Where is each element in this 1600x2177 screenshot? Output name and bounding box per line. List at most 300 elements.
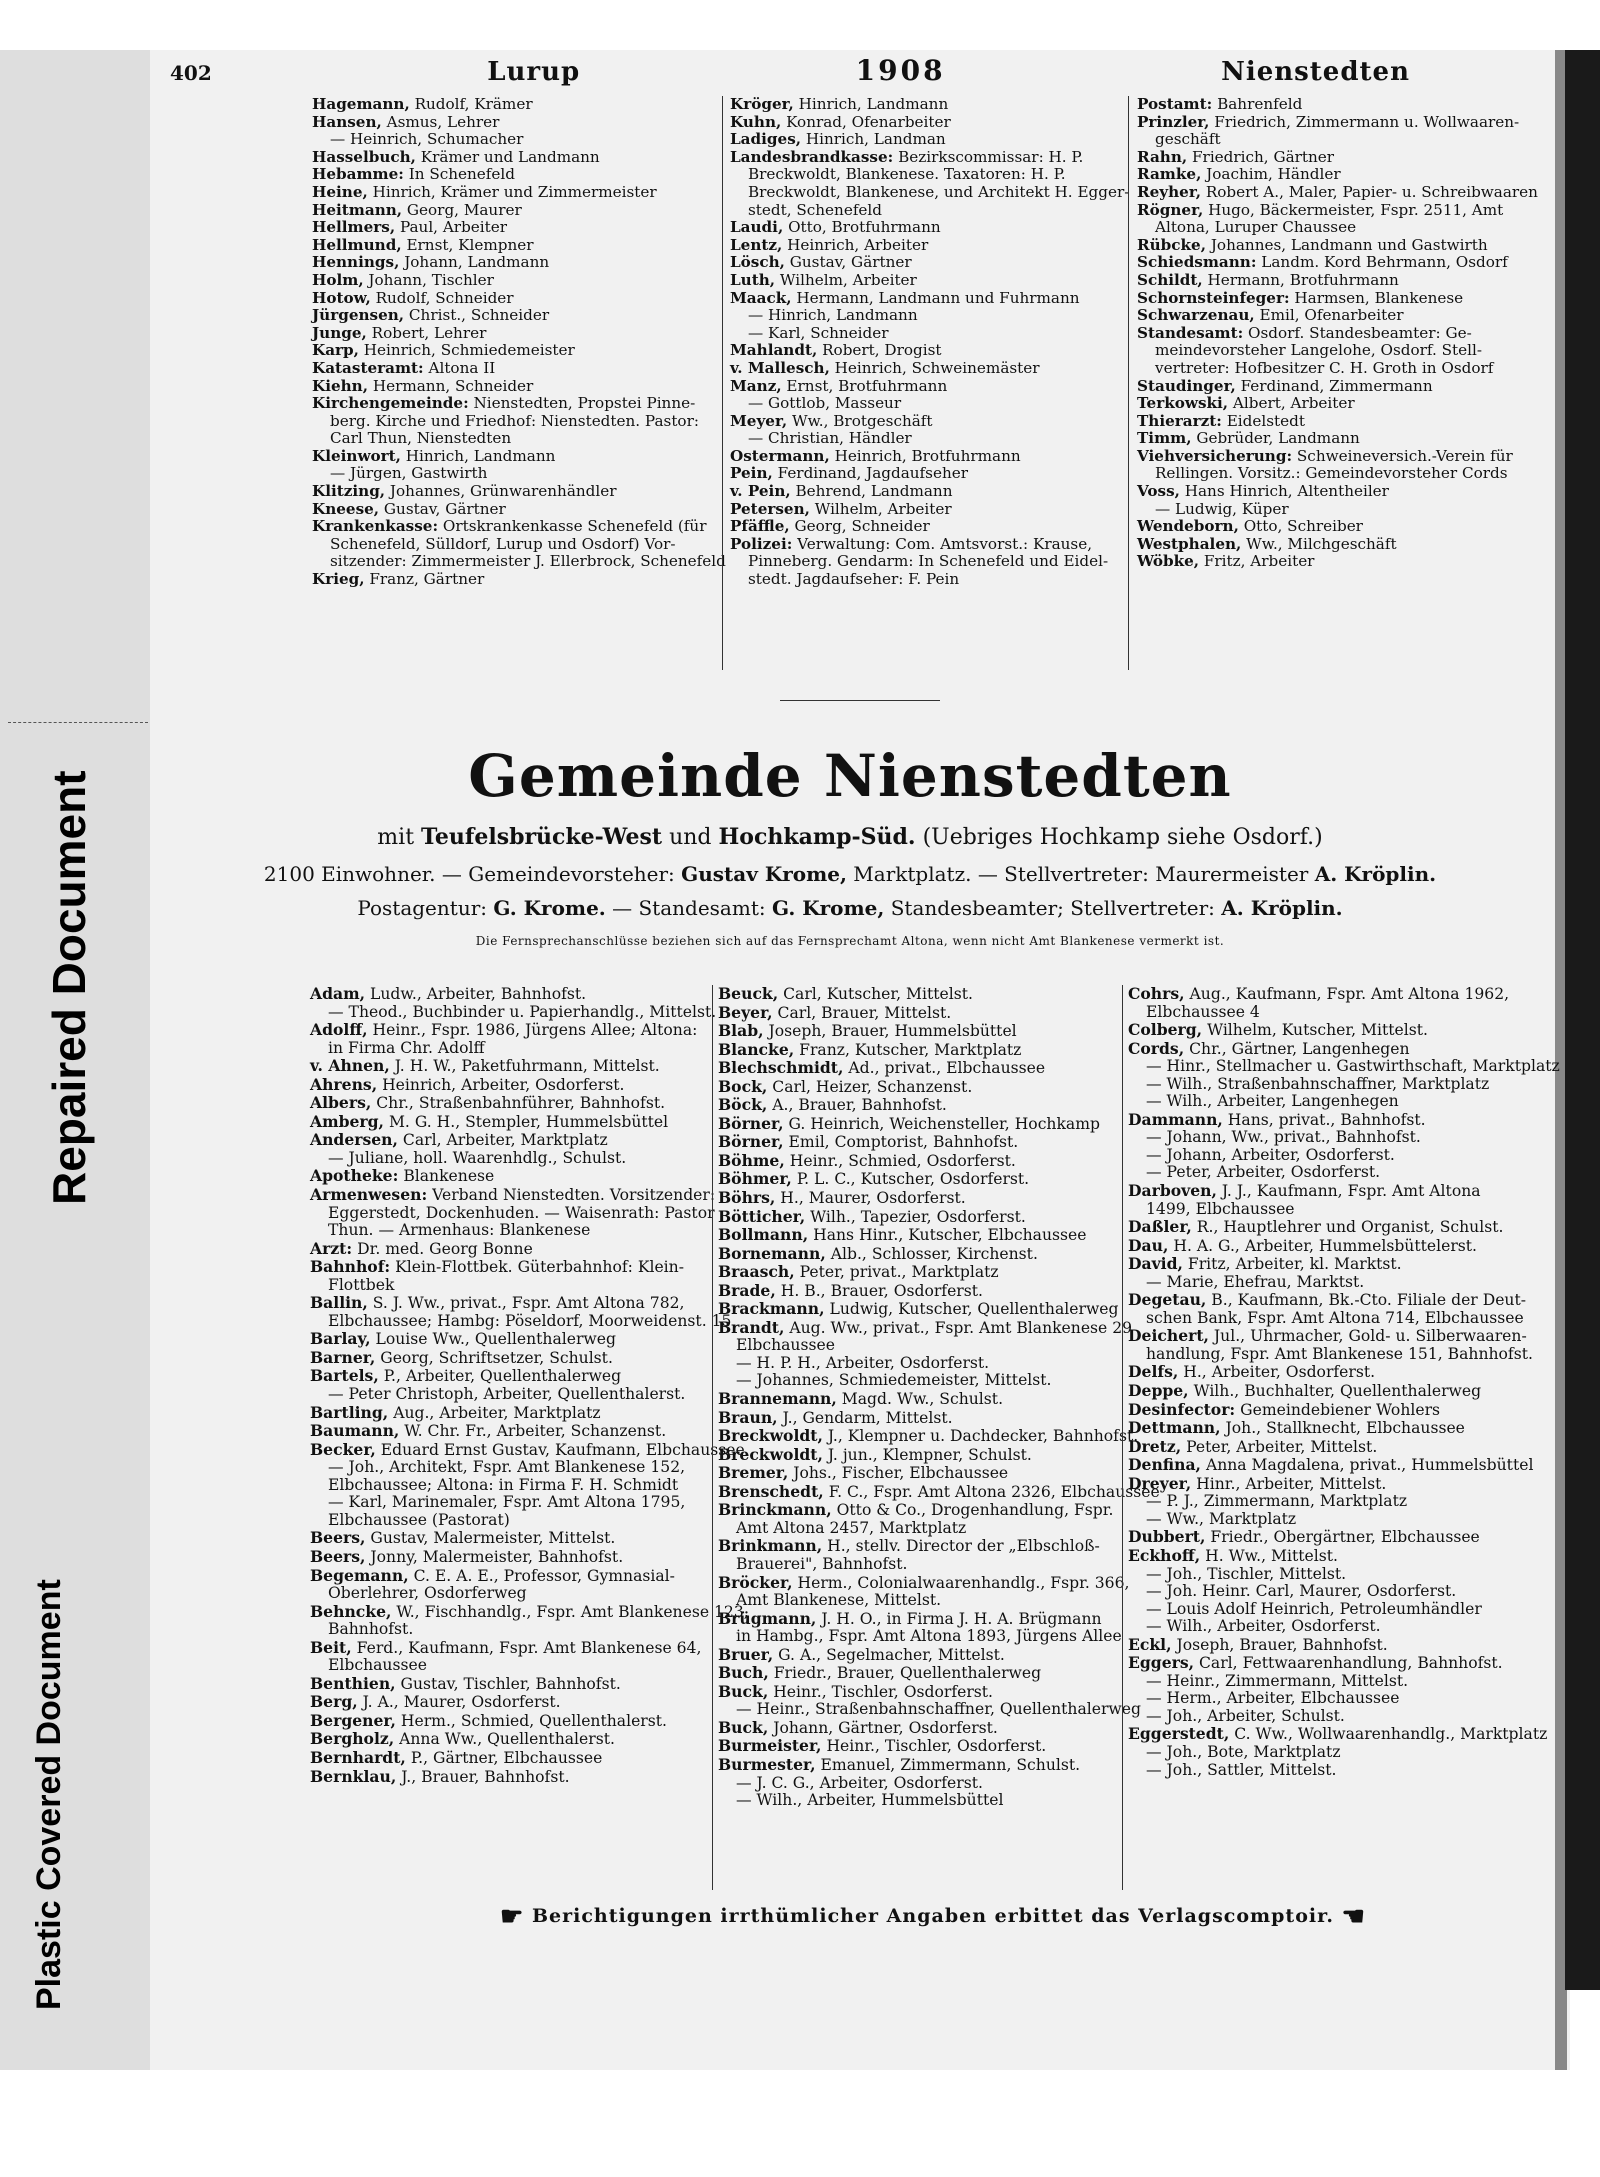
- intro-text: (Uebriges Hochkamp siehe Osdorf.): [915, 825, 1323, 850]
- entry-text: Georg, Schneider: [789, 517, 930, 536]
- entry-text: Hermann, Schneider: [368, 376, 534, 395]
- entry-name: Jürgensen,: [312, 306, 405, 325]
- directory-entry: [312, 430, 717, 448]
- entry-text: Altona, Luruper Chaussee: [1155, 218, 1357, 237]
- entry-name: Bötticher,: [718, 1206, 806, 1226]
- entry-text: Schenefeld, Sülldorf, Lurup und Osdorf) Vor-: [330, 534, 676, 553]
- entry-name: Eckhoff,: [1128, 1545, 1201, 1565]
- entry-text: — P. J., Zimmermann, Marktplatz: [1146, 1492, 1408, 1511]
- directory-entry: [730, 325, 1122, 343]
- entry-text: Amt Blankenese, Mittelst.: [736, 1591, 942, 1610]
- top-column-1: [312, 95, 726, 589]
- directory-entry: [730, 378, 1122, 396]
- entry-name: Bollmann,: [718, 1225, 809, 1245]
- entry-name: Cords,: [1128, 1038, 1185, 1058]
- directory-entry: [730, 430, 1122, 448]
- entry-text: Robert, Lehrer: [366, 323, 487, 342]
- entry-name: Apotheke:: [310, 1166, 399, 1186]
- directory-entry: [718, 1646, 1123, 1665]
- entry-text: Hermann, Landmann und Fuhrmann: [791, 288, 1080, 307]
- entry-text: — Gottlob, Masseur: [748, 394, 902, 413]
- directory-entry: [312, 131, 717, 149]
- directory-entry: [1137, 149, 1537, 167]
- entry-text: Elbchaussee: [736, 1336, 835, 1355]
- entry-text: in Hambg., Fspr. Amt Altona 1893, Jürgens Allee: [736, 1627, 1122, 1646]
- entry-name: Schiedsmann:: [1137, 253, 1257, 272]
- entry-text: R., Hauptlehrer und Organist, Schulst.: [1191, 1218, 1504, 1237]
- entry-name: Dau,: [1128, 1235, 1169, 1255]
- entry-name: Buck,: [718, 1717, 769, 1737]
- entry-text: J., Brauer, Bahnhofst.: [396, 1767, 570, 1786]
- entry-name: Deppe,: [1128, 1381, 1189, 1401]
- top-column-3: [1137, 96, 1537, 571]
- entry-name: Rögner,: [1137, 200, 1204, 219]
- directory-entry: [310, 1675, 715, 1694]
- directory-entry: [310, 1294, 715, 1313]
- entry-text: Peter, privat., Marktplatz: [794, 1263, 999, 1282]
- entry-text: — Wilh., Arbeiter, Hummelsbüttel: [736, 1791, 1004, 1810]
- directory-entry: [310, 985, 715, 1004]
- entry-text: Johs., Fischer, Elbchaussee: [788, 1464, 1009, 1483]
- entry-name: Brügmann,: [718, 1608, 817, 1628]
- directory-entry: [730, 96, 1122, 114]
- entry-name: Dretz,: [1128, 1436, 1182, 1456]
- entry-text: 1499, Elbchaussee: [1146, 1199, 1295, 1218]
- entry-text: — Karl, Marinemaler, Fspr. Amt Altona 1795,: [328, 1493, 686, 1512]
- intro-text: — Standesamt:: [605, 896, 772, 920]
- entry-text: Carl, Brauer, Mittelst.: [772, 1003, 952, 1022]
- entry-text: Elbchaussee (Pastorat): [328, 1510, 510, 1529]
- directory-entry: [312, 184, 717, 202]
- directory-entry: [1128, 1201, 1540, 1219]
- directory-entry: [718, 1409, 1123, 1428]
- entry-text: Asmus, Lehrer: [381, 112, 500, 131]
- directory-entry: [1128, 1401, 1540, 1420]
- entry-name: Laudi,: [730, 218, 784, 237]
- entry-name: Braun,: [718, 1407, 778, 1427]
- directory-entry: [1137, 202, 1537, 220]
- footer-note: [500, 1902, 1366, 1932]
- directory-entry: [310, 1749, 715, 1768]
- entry-text: — Wilh., Arbeiter, Osdorferst.: [1146, 1617, 1381, 1636]
- entry-name: Ballin,: [310, 1293, 368, 1313]
- entry-text: in Firma Chr. Adolff: [328, 1038, 485, 1057]
- entry-text: Wilhelm, Arbeiter: [775, 270, 917, 289]
- entry-text: Johannes, Grünwarenhändler: [385, 482, 617, 501]
- entry-text: Albert, Arbeiter: [1228, 394, 1355, 413]
- directory-entry: [1128, 1004, 1540, 1022]
- entry-name: Begemann,: [310, 1565, 409, 1585]
- directory-entry: [312, 342, 717, 360]
- entry-name: Dubbert,: [1128, 1527, 1206, 1547]
- directory-entry: [730, 448, 1122, 466]
- strip-divider: [8, 722, 148, 723]
- directory-entry: [310, 1657, 715, 1675]
- entry-text: Ferd., Kaufmann, Fspr. Amt Blankenese 64,: [351, 1638, 702, 1657]
- person-name: A. Kröplin.: [1221, 896, 1343, 920]
- entry-name: Bahnhof:: [310, 1257, 391, 1277]
- entry-text: — Johann, Ww., privat., Bahnhofst.: [1146, 1128, 1421, 1147]
- entry-name: Heitmann,: [312, 200, 403, 219]
- directory-entry: [730, 360, 1122, 378]
- directory-entry: [718, 1390, 1123, 1409]
- directory-entry: [730, 395, 1122, 413]
- entry-text: J., Klempner u. Dachdecker, Bahnhofst.: [822, 1427, 1139, 1446]
- directory-entry: [730, 536, 1122, 554]
- entry-text: Jonny, Malermeister, Bahnhofst.: [365, 1547, 624, 1566]
- repaired-document-label: Repaired Document: [43, 770, 95, 1205]
- entry-name: Beuck,: [718, 984, 779, 1003]
- entry-text: Ad., privat., Elbchaussee: [843, 1059, 1046, 1078]
- directory-entry: [310, 1004, 715, 1022]
- entry-name: Breckwoldt,: [718, 1426, 823, 1446]
- entry-text: Bahnhofst.: [328, 1620, 414, 1639]
- directory-entry: [310, 1222, 715, 1240]
- directory-entry: [1128, 1475, 1540, 1494]
- directory-entry: [1137, 448, 1537, 466]
- entry-text: Ferdinand, Jagdaufseher: [772, 464, 968, 483]
- entry-text: Carl, Fettwaarenhandlung, Bahnhofst.: [1194, 1654, 1503, 1673]
- entry-text: P., Gärtner, Elbchaussee: [405, 1748, 603, 1767]
- directory-entry: [1128, 1438, 1540, 1457]
- directory-entry: [1128, 1566, 1540, 1584]
- entry-text: C. Ww., Wollwaarenhandlg., Marktplatz: [1229, 1725, 1548, 1744]
- entry-name: Brinkmann,: [718, 1536, 823, 1556]
- entry-text: — Hinr., Stellmacher u. Gastwirthschaft, Marktplatz: [1146, 1057, 1560, 1076]
- directory-entry: [730, 501, 1122, 519]
- directory-entry: [730, 114, 1122, 132]
- directory-entry: [718, 1446, 1123, 1465]
- directory-entry: [1128, 1618, 1540, 1636]
- directory-entry: [1128, 1310, 1540, 1328]
- directory-entry: [310, 1621, 715, 1639]
- entry-text: Peter, Arbeiter, Mittelst.: [1181, 1437, 1378, 1456]
- entry-name: Baumann,: [310, 1421, 400, 1441]
- directory-entry: [310, 1311, 732, 1331]
- entry-text: Ww., Milchgeschäft: [1241, 534, 1397, 553]
- directory-entry: [718, 1572, 1130, 1593]
- entry-text: handlung, Fspr. Amt Blankenese 151, Bahnhofst.: [1146, 1344, 1533, 1363]
- entry-text: Gustav, Malermeister, Mittelst.: [365, 1529, 616, 1548]
- entry-name: Bartling,: [310, 1402, 389, 1422]
- entry-name: Böhmer,: [718, 1169, 792, 1189]
- entry-text: — Peter, Arbeiter, Osdorferst.: [1146, 1163, 1381, 1182]
- entry-text: Emil, Ofenarbeiter: [1254, 306, 1404, 325]
- directory-entry: [718, 1426, 1139, 1446]
- entry-text: Harmsen, Blankenese: [1289, 288, 1464, 307]
- entry-text: — Jürgen, Gastwirth: [330, 464, 488, 483]
- entry-name: Bröcker,: [718, 1572, 793, 1592]
- directory-entry: [718, 1592, 1123, 1610]
- entry-text: H., Maurer, Osdorferst.: [775, 1189, 966, 1208]
- entry-text: Anna Magdalena, privat., Hummelsbüttel: [1201, 1456, 1534, 1475]
- person-name: A. Kröplin.: [1314, 862, 1437, 886]
- directory-entry: [1128, 1327, 1540, 1346]
- entry-text: Thun. — Armenhaus: Blankenese: [328, 1221, 591, 1240]
- entry-text: Breckwoldt, Blankenese, und Architekt H. Egger-: [748, 182, 1130, 201]
- directory-entry: [310, 1258, 715, 1277]
- entry-name: Kneese,: [312, 499, 380, 518]
- entry-name: Colberg,: [1128, 1020, 1203, 1040]
- directory-entry: [310, 1512, 715, 1530]
- entry-name: Krieg,: [312, 570, 365, 589]
- entry-name: Pfäffle,: [730, 517, 790, 536]
- entry-name: Postamt:: [1137, 95, 1213, 113]
- entry-name: Bruer,: [718, 1644, 774, 1664]
- entry-name: Kirchengemeinde:: [312, 394, 469, 413]
- entry-text: H., stellv. Director der „Elbschloß-: [822, 1537, 1100, 1556]
- entry-name: Dettmann,: [1128, 1418, 1221, 1438]
- entry-text: Rudolf, Krämer: [409, 95, 533, 113]
- entry-text: W., Fischhandlg., Fspr. Amt Blankenese 123,: [391, 1602, 749, 1621]
- directory-entry: [312, 501, 717, 519]
- column-rule: [1122, 985, 1123, 1890]
- entry-name: Hagemann,: [312, 95, 410, 113]
- directory-entry: [312, 166, 717, 184]
- entry-name: Hebamme:: [312, 165, 404, 184]
- entry-name: Schornsteinfeger:: [1137, 288, 1290, 307]
- page-shadow: [1565, 50, 1600, 1990]
- entry-text: Rellingen. Vorsitz.: Gemeindevorsteher Cords: [1155, 464, 1508, 483]
- directory-entry: [310, 1131, 715, 1150]
- entry-text: sitzender: Zimmermeister J. Ellerbrock, Schenefeld: [330, 552, 726, 571]
- entry-text: Fritz, Arbeiter, kl. Marktst.: [1182, 1255, 1402, 1274]
- running-head: [170, 54, 1410, 88]
- directory-entry: [1137, 254, 1537, 272]
- directory-entry: [730, 307, 1122, 325]
- entry-text: — Heinr., Straßenbahnschaffner, Quellenthalerweg: [736, 1700, 1141, 1719]
- directory-entry: [310, 1330, 715, 1349]
- directory-entry: [310, 1040, 715, 1058]
- directory-entry: [718, 1792, 1123, 1810]
- entry-name: Eckl,: [1128, 1634, 1172, 1654]
- entry-text: Hinrich, Landmann: [400, 446, 556, 465]
- entry-text: — Joh., Architekt, Fspr. Amt Blankenese 152,: [328, 1458, 686, 1477]
- entry-text: — Christian, Händler: [748, 429, 912, 448]
- directory-entry: [730, 149, 1122, 167]
- entry-name: Thierarzt:: [1137, 411, 1222, 430]
- entry-text: Joachim, Händler: [1201, 165, 1341, 184]
- intro-text: Marktplatz. — Stellvertreter: Maurermeister: [846, 862, 1315, 886]
- entry-name: Denfina,: [1128, 1455, 1201, 1475]
- entry-name: Böck,: [718, 1095, 768, 1115]
- directory-entry: [718, 1737, 1123, 1756]
- entry-name: Blancke,: [718, 1039, 795, 1059]
- entry-text: J. H. W., Paketfuhrmann, Mittelst.: [389, 1057, 660, 1076]
- intro-text: mit: [377, 825, 422, 850]
- entry-text: Wilhelm, Kutscher, Mittelst.: [1202, 1021, 1428, 1040]
- entry-text: Gustav, Tischler, Bahnhofst.: [395, 1674, 621, 1693]
- directory-entry: [1128, 1093, 1540, 1111]
- directory-entry: [1128, 1654, 1540, 1673]
- entry-text: — Marie, Ehefrau, Marktst.: [1146, 1272, 1365, 1291]
- intro-text: Postagentur:: [357, 896, 494, 920]
- entry-name: Westphalen,: [1137, 534, 1242, 553]
- entry-text: In Schenefeld: [403, 165, 515, 184]
- directory-entry: [310, 1639, 715, 1658]
- entry-text: Friedr., Obergärtner, Elbchaussee: [1205, 1528, 1480, 1547]
- directory-entry: [310, 1567, 715, 1586]
- entry-name: Böhme,: [718, 1150, 785, 1170]
- entry-text: Chr., Gärtner, Langenhegen: [1184, 1039, 1410, 1058]
- entry-text: Behrend, Landmann: [790, 482, 953, 501]
- entry-name: Bergholz,: [310, 1729, 395, 1749]
- directory-entry: [718, 1170, 1123, 1189]
- entry-text: Ludw., Arbeiter, Bahnhofst.: [365, 985, 587, 1003]
- entry-name: Schwarzenau,: [1137, 306, 1255, 325]
- entry-text: — J. C. G., Arbeiter, Osdorferst.: [736, 1773, 983, 1792]
- directory-entry: [312, 378, 717, 396]
- entry-name: Brinckmann,: [718, 1500, 832, 1520]
- entry-text: Gustav, Gärtner: [379, 499, 506, 518]
- entry-text: A., Brauer, Bahnhofst.: [767, 1096, 947, 1115]
- entry-name: Wöbke,: [1137, 552, 1200, 571]
- entry-text: Osdorf. Standesbeamter: Ge-: [1243, 323, 1472, 342]
- directory-entry: [730, 342, 1122, 360]
- directory-entry: [1128, 1021, 1540, 1040]
- entry-name: Becker,: [310, 1439, 376, 1459]
- entry-name: Kiehn,: [312, 376, 369, 395]
- entry-text: Wilh., Buchhalter, Quellenthalerweg: [1188, 1382, 1482, 1401]
- entry-text: Otto, Schreiber: [1238, 517, 1363, 536]
- entry-text: Hugo, Bäckermeister, Fspr. 2511, Amt: [1203, 200, 1504, 219]
- entry-text: Heinr., Fspr. 1986, Jürgens Allee; Altona:: [367, 1021, 698, 1040]
- directory-entry: [1137, 536, 1537, 554]
- directory-entry: [1128, 1129, 1540, 1147]
- entry-text: Brauerei", Bahnhofst.: [736, 1554, 908, 1573]
- entry-name: Bernhardt,: [310, 1747, 406, 1767]
- right-headword: Nienstedten: [1221, 57, 1410, 87]
- directory-entry: [730, 571, 1122, 589]
- entry-text: Gustav, Gärtner: [784, 253, 912, 272]
- entry-text: — Heinrich, Schumacher: [330, 130, 524, 149]
- directory-entry: [718, 1282, 1123, 1301]
- entry-name: Rahn,: [1137, 147, 1188, 166]
- directory-entry: [718, 1337, 1123, 1355]
- directory-entry: [1128, 1164, 1540, 1182]
- entry-name: Karp,: [312, 341, 359, 360]
- entry-text: Eduard Ernst Gustav, Kaufmann, Elbchaussee: [375, 1440, 745, 1459]
- entry-name: Barlay,: [310, 1329, 371, 1349]
- directory-entry: [1128, 1601, 1540, 1619]
- entry-name: Blab,: [718, 1021, 764, 1041]
- entry-text: Altona II: [423, 358, 496, 377]
- directory-entry: [718, 1481, 1160, 1502]
- directory-entry: [1128, 1528, 1540, 1547]
- entry-name: Deichert,: [1128, 1326, 1209, 1346]
- entry-text: Friedr., Brauer, Quellenthalerweg: [768, 1664, 1042, 1683]
- directory-entry: [1128, 1111, 1540, 1130]
- directory-entry: [310, 1367, 715, 1386]
- directory-entry: [310, 1404, 715, 1423]
- entry-text: J. jun., Klempner, Schulst.: [822, 1445, 1032, 1464]
- entry-text: Wilh., Tapezier, Osdorferst.: [805, 1207, 1026, 1226]
- year: 1908: [855, 54, 946, 87]
- directory-entry: [1128, 1673, 1540, 1691]
- entry-name: Burmester,: [718, 1754, 816, 1774]
- directory-entry: [310, 1386, 715, 1404]
- page-number: 402: [170, 61, 212, 85]
- directory-entry: [312, 448, 717, 466]
- directory-entry: [312, 360, 717, 378]
- directory-entry: [312, 483, 717, 501]
- entry-text: Heinrich, Arbeiter: [782, 235, 929, 254]
- directory-entry: [312, 413, 717, 431]
- directory-entry: [310, 1349, 715, 1368]
- directory-entry: [310, 1076, 715, 1095]
- entry-text: Robert, Drogist: [817, 341, 942, 360]
- entry-name: Landesbrandkasse:: [730, 147, 894, 166]
- directory-entry: [718, 1775, 1123, 1793]
- entry-name: Beyer,: [718, 1002, 773, 1022]
- entry-name: Brenschedt,: [718, 1481, 824, 1501]
- entry-text: Landm. Kord Behrmann, Osdorf: [1256, 253, 1508, 272]
- directory-entry: [718, 985, 1123, 1004]
- directory-entry: [1137, 307, 1537, 325]
- directory-entry: [718, 1226, 1123, 1245]
- entry-name: Dreyer,: [1128, 1473, 1192, 1493]
- entry-name: Hansen,: [312, 112, 382, 131]
- directory-entry: [312, 290, 717, 308]
- directory-entry: [718, 1355, 1123, 1373]
- entry-name: Buck,: [718, 1681, 769, 1701]
- directory-entry: [312, 96, 717, 114]
- entry-name: Bornemann,: [718, 1243, 826, 1263]
- entry-name: Burmeister,: [718, 1736, 822, 1756]
- entry-text: Hinrich, Krämer und Zimmermeister: [367, 182, 657, 201]
- entry-name: Berg,: [310, 1692, 358, 1712]
- entry-text: Pinneberg. Gendarm: In Schenefeld und Eidel-: [748, 552, 1109, 571]
- entry-name: v. Ahnen,: [310, 1056, 390, 1076]
- directory-entry: [310, 1712, 715, 1731]
- directory-entry: [1128, 1456, 1540, 1475]
- entry-name: Cohrs,: [1128, 984, 1185, 1003]
- directory-entry: [1137, 378, 1537, 396]
- entry-text: J., Gendarm, Mittelst.: [777, 1408, 953, 1427]
- directory-entry: [310, 1529, 715, 1548]
- entry-text: Magd. Ww., Schulst.: [836, 1390, 1004, 1409]
- top-column-2: [730, 95, 1130, 589]
- entry-name: v. Mallesch,: [730, 358, 830, 377]
- entry-name: Meyer,: [730, 411, 788, 430]
- directory-entry: [1137, 342, 1537, 360]
- directory-entry: [1137, 518, 1537, 536]
- entry-name: Heine,: [312, 182, 368, 201]
- directory-entry: [1137, 325, 1537, 343]
- entry-name: Katasteramt:: [312, 358, 424, 377]
- directory-entry: [310, 1693, 715, 1712]
- entry-name: Ramke,: [1137, 165, 1202, 184]
- directory-entry: [1128, 1744, 1540, 1762]
- directory-entry: [730, 272, 1122, 290]
- entry-name: Bremer,: [718, 1463, 789, 1483]
- directory-entry: [730, 182, 1130, 202]
- entry-text: Klein-Flottbek. Güterbahnhof: Klein-: [390, 1258, 684, 1277]
- directory-entry: [310, 1167, 715, 1186]
- entry-text: berg. Kirche und Friedhof: Nienstedten. Pastor:: [330, 411, 699, 430]
- directory-entry: [1128, 1708, 1540, 1726]
- directory-entry: [1128, 1040, 1540, 1059]
- entry-text: Flottbek: [328, 1275, 395, 1294]
- entry-text: Ww., Brotgeschäft: [787, 411, 933, 430]
- entry-text: Christ., Schneider: [404, 306, 550, 325]
- entry-text: Wilhelm, Arbeiter: [809, 499, 952, 518]
- locality-name: Hochkamp-Süd.: [718, 824, 916, 850]
- directory-entry: [718, 1683, 1123, 1702]
- directory-entry: [718, 1372, 1123, 1390]
- entry-name: v. Pein,: [730, 482, 791, 501]
- entry-name: Maack,: [730, 288, 792, 307]
